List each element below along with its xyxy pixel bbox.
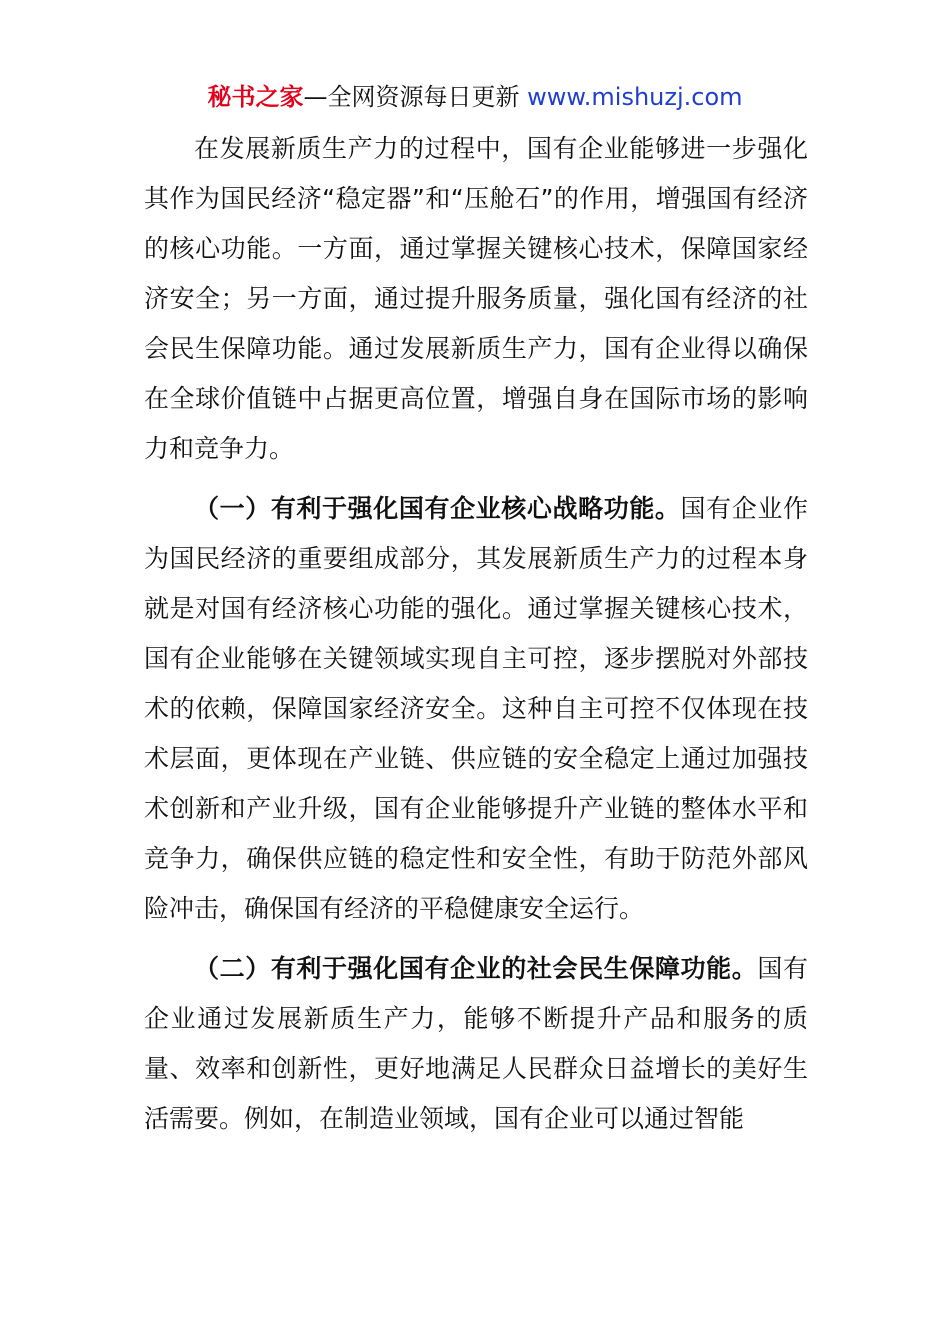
site-url-link[interactable]: www.mishuzj.com <box>527 83 743 111</box>
site-brand: 秘书之家 <box>207 83 304 111</box>
paragraph-text: 在发展新质生产力的过程中，国有企业能够进一步强化其作为国民经济“稳定器”和“压舱石”的作用，增强国有经济的核心功能。一方面，通过掌握关键核心技术，保障国家经济安全；另一方面，通过提升服务质量，强化国有经济的社会民生保障功能。通过发展新质生产力，国有企业得以确保在全球价值链中占据更高位置，增强自身在国际市场的影响力和竞争力。 <box>144 134 808 463</box>
paragraph-text: 国有企业通过发展新质生产力，能够不断提升产品和服务的质量、效率和创新性，更好地满足人民群众日益增长的美好生活需要。例如，在制造业领域，国有企业可以通过智能 <box>144 954 808 1133</box>
section-2-heading: （二）有利于强化国有企业的社会民生保障功能。 <box>194 954 758 983</box>
site-header <box>0 80 950 114</box>
section-1-heading: （一）有利于强化国有企业核心战略功能。 <box>194 494 681 523</box>
paragraph-section-2 <box>144 944 808 1144</box>
document-body <box>144 124 808 1144</box>
site-tagline: —全网资源每日更新 <box>303 83 528 111</box>
paragraph-text: 国有企业作为国民经济的重要组成部分，其发展新质生产力的过程本身就是对国有经济核心功能的强化。通过掌握关键核心技术，国有企业能够在关键领域实现自主可控，逐步摆脱对外部技术的依赖，保障国家经济安全。这种自主可控不仅体现在技术层面，更体现在产业链、供应链的安全稳定上通过加强技术创新和产业升级，国有企业能够提升产业链的整体水平和竞争力，确保供应链的稳定性和安全性，有助于防范外部风险冲击，确保国有经济的平稳健康安全运行。 <box>144 494 808 923</box>
paragraph-section-1 <box>144 484 808 934</box>
paragraph-intro <box>144 124 808 474</box>
